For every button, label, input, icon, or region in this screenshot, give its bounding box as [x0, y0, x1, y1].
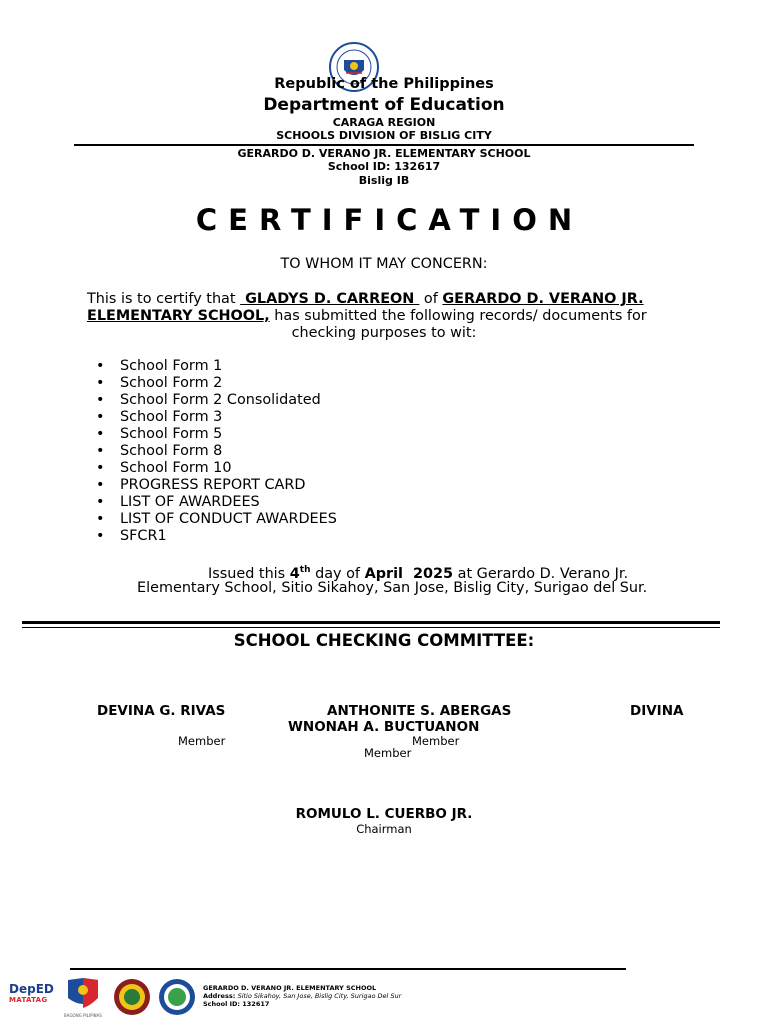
list-item: • LIST OF AWARDEES	[96, 494, 337, 511]
list-item: • School Form 8	[96, 443, 337, 460]
certified-school: GERARDO D. VERANO JR.	[442, 291, 644, 307]
list-item: • School Form 1	[96, 358, 337, 375]
member-1-role: Member	[178, 734, 226, 748]
chairman-name: ROMULO L. CUERBO JR.	[295, 806, 473, 822]
list-item: • School Form 2	[96, 375, 337, 392]
region-heading: CARAGA REGION	[332, 116, 436, 129]
list-item: • School Form 10	[96, 460, 337, 477]
section-divider-thin	[22, 627, 720, 628]
header-divider	[74, 144, 694, 146]
bagong-pilipinas-text: BAGONG PILIPINAS	[64, 1013, 102, 1018]
deped-matatag-logo: DepED MATATAG	[9, 982, 54, 1004]
division-heading: SCHOOLS DIVISION OF BISLIG CITY	[276, 129, 492, 142]
member-3-name-rest: WNONAH A. BUCTUANON	[288, 719, 480, 735]
list-item: • School Form 2 Consolidated	[96, 392, 337, 409]
salutation: TO WHOM IT MAY CONCERN:	[280, 256, 488, 272]
school-seal-icon	[158, 978, 196, 1016]
issued-month-year: April 2025	[364, 565, 454, 582]
committee-heading: SCHOOL CHECKING COMMITTEE:	[233, 631, 535, 650]
member-3-name-first: DIVINA	[630, 703, 684, 719]
department-heading: Department of Education	[263, 95, 505, 115]
documents-list	[96, 358, 337, 545]
member-3-role: Member	[364, 746, 412, 760]
certified-name: GLADYS D. CARREON	[240, 291, 420, 307]
bagong-pilipinas-logo-icon	[64, 976, 102, 1016]
certify-line-2: ELEMENTARY SCHOOL, has submitted the following records/ documents for	[87, 308, 647, 324]
certify-line-1: This is to certify that GLADYS D. CARREON of GERARDO D. VERANO JR.	[87, 291, 644, 307]
footer-divider	[70, 968, 626, 970]
document-title: CERTIFICATION	[195, 203, 584, 237]
list-item: • School Form 3	[96, 409, 337, 426]
republic-heading: Republic of the Philippines	[274, 76, 494, 92]
chairman-role: Chairman	[356, 822, 412, 836]
member-2-role: Member	[412, 734, 460, 748]
issued-line-1: Issued this 4th day of April 2025 at Gerardo D. Verano Jr.	[208, 565, 629, 582]
list-item: • School Form 5	[96, 426, 337, 443]
list-item: • PROGRESS REPORT CARD	[96, 477, 337, 494]
list-item: • SFCR1	[96, 528, 337, 545]
member-1-name: DEVINA G. RIVAS	[97, 703, 226, 719]
division-seal-icon	[113, 978, 151, 1016]
member-2-name: ANTHONITE S. ABERGAS	[327, 703, 512, 719]
issued-day: 4	[289, 565, 300, 582]
footer-school: GERARDO D. VERANO JR. ELEMENTARY SCHOOL	[203, 984, 377, 992]
list-item: • LIST OF CONDUCT AWARDEES	[96, 511, 337, 528]
section-divider-thick	[22, 621, 720, 624]
footer-school-id: School ID: 132617	[203, 1000, 270, 1008]
footer-address: Address: Sitio Sikahoy, San Jose, Bislig City, Surigao Del Sur	[203, 992, 402, 1000]
issued-line-2: Elementary School, Sitio Sikahoy, San Jose, Bislig City, Surigao del Sur.	[137, 580, 648, 596]
district-heading: Bislig IB	[358, 174, 410, 187]
school-heading: GERARDO D. VERANO JR. ELEMENTARY SCHOOL	[237, 147, 531, 160]
school-id-heading: School ID: 132617	[327, 160, 441, 173]
certify-line-3: checking purposes to wit:	[291, 325, 477, 341]
